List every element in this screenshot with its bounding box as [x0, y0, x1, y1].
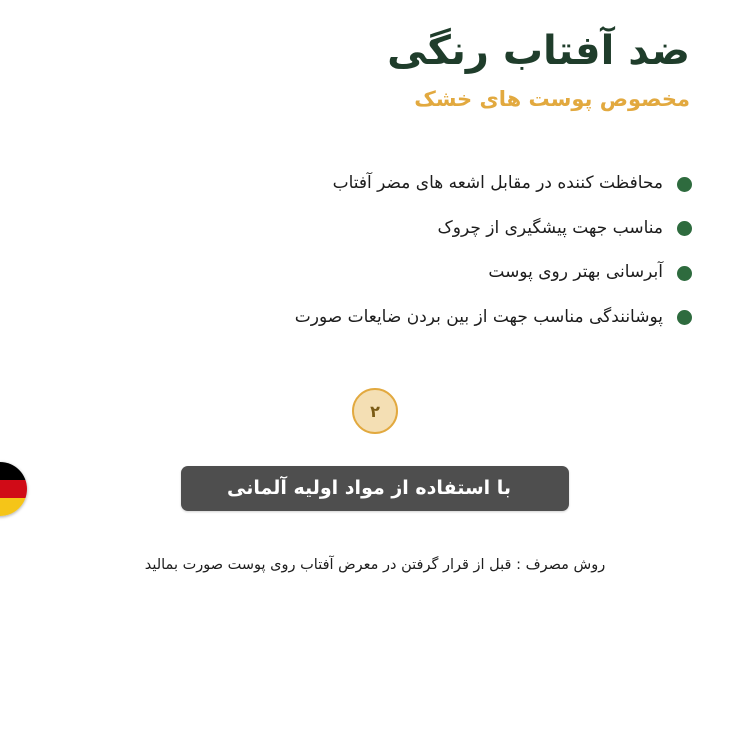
feature-text: آبرسانی بهتر روی پوست [488, 262, 663, 283]
german-materials-banner [0, 466, 750, 511]
bullet-icon [677, 266, 692, 281]
page-subtitle: مخصوص پوست های خشک [414, 87, 690, 111]
list-item [0, 305, 692, 331]
list-item [0, 216, 692, 242]
bullet-icon [677, 177, 692, 192]
germany-flag-icon [0, 462, 27, 516]
feature-text: مناسب جهت پیشگیری از چروک [437, 217, 663, 238]
usage-instructions: روش مصرف : قبل از قرار گرفتن در معرض آفتاب روی پوست صورت بمالید [144, 557, 606, 574]
list-item [0, 260, 692, 286]
step-indicator [0, 388, 750, 434]
step-badge: ۲ [352, 388, 398, 434]
feature-list [0, 171, 750, 330]
list-item [0, 171, 692, 197]
bullet-icon [677, 221, 692, 236]
header [0, 0, 750, 113]
feature-text: پوشانندگی مناسب جهت از بین بردن ضایعات صورت [294, 306, 663, 327]
feature-text: محافظت کننده در مقابل اشعه های مضر آفتاب [332, 173, 663, 194]
bullet-icon [677, 310, 692, 325]
page-title: ضد آفتاب رنگی [387, 28, 690, 74]
banner-label: با استفاده از مواد اولیه آلمانی [181, 466, 569, 511]
